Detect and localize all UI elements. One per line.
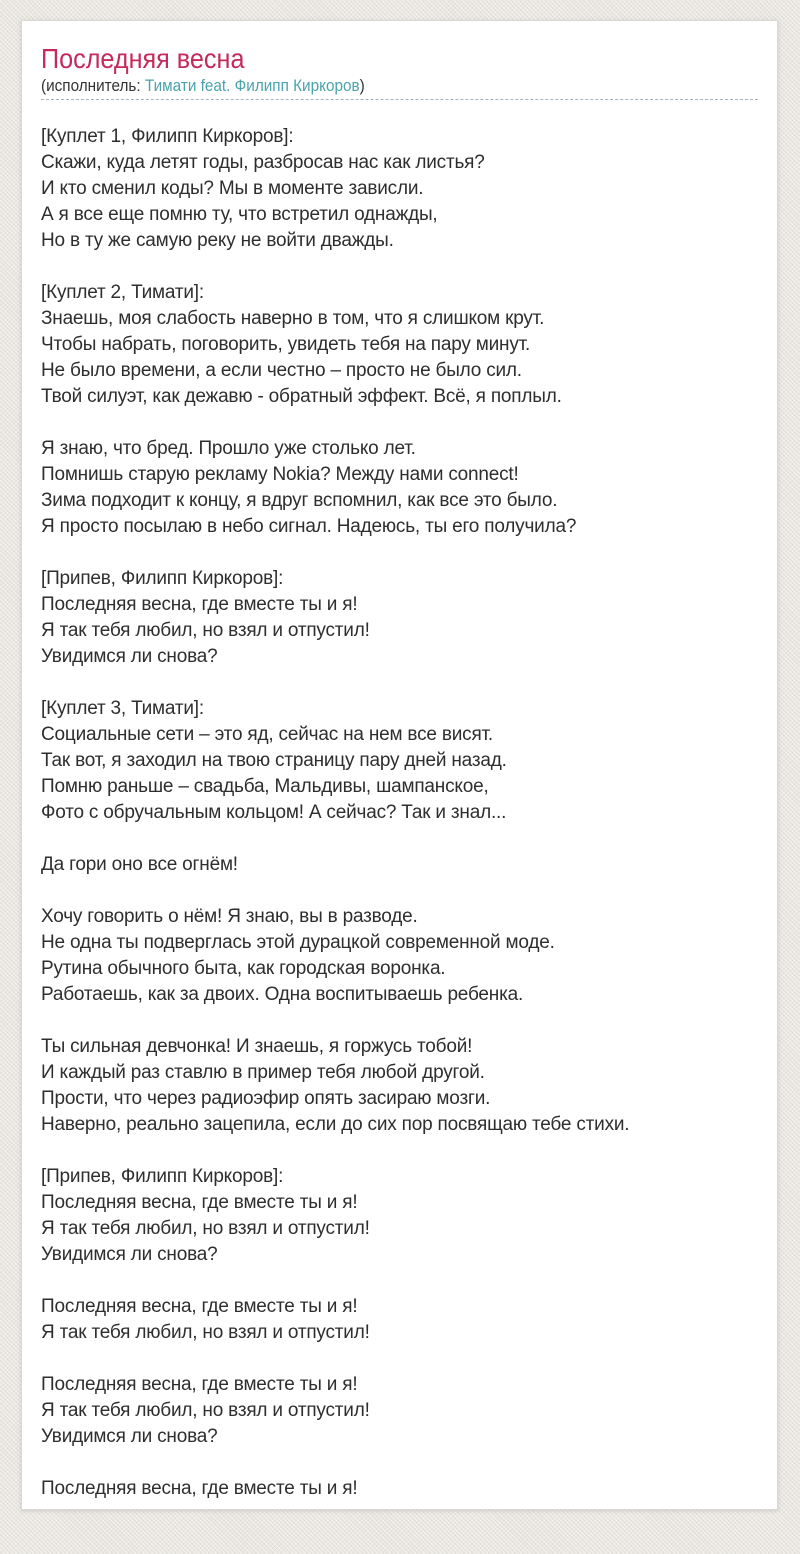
lyrics-stanza <box>41 1476 758 1502</box>
lyrics-stanza <box>41 1372 758 1450</box>
lyrics-body <box>41 124 758 1502</box>
lyric-line: Помню раньше – свадьба, Мальдивы, шампанское, <box>41 776 489 797</box>
lyric-line: Зима подходит к концу, я вдруг вспомнил, как все это было. <box>41 490 558 511</box>
lyric-line: Я так тебя любил, но взял и отпустил! <box>41 1218 370 1239</box>
lyric-line: Но в ту же самую реку не войти дважды. <box>41 230 394 251</box>
lyrics-stanza <box>41 1164 758 1268</box>
lyric-line: Последняя весна, где вместе ты и я! <box>41 1374 358 1395</box>
lyric-line: Я просто посылаю в небо сигнал. Надеюсь, ты его получила? <box>41 516 577 537</box>
artist-link[interactable]: Тимати feat. Филипп Киркоров <box>144 76 360 95</box>
artist-label-prefix: (исполнитель: <box>41 76 145 95</box>
lyric-line: Чтобы набрать, поговорить, увидеть тебя на пару минут. <box>41 334 531 355</box>
lyric-line: Последняя весна, где вместе ты и я! <box>41 594 358 615</box>
lyric-line: Я знаю, что бред. Прошло уже столько лет. <box>41 438 416 459</box>
lyrics-card <box>21 20 778 1510</box>
lyric-line: Последняя весна, где вместе ты и я! <box>41 1478 358 1499</box>
lyric-line: Увидимся ли снова? <box>41 1426 218 1447</box>
section-heading: [Припев, Филипп Киркоров]: <box>41 568 284 589</box>
section-heading: [Куплет 1, Филипп Киркоров]: <box>41 126 294 147</box>
lyric-line: Я так тебя любил, но взял и отпустил! <box>41 1400 370 1421</box>
lyrics-stanza <box>41 904 758 1008</box>
lyrics-stanza <box>41 852 758 878</box>
lyric-line: А я все еще помню ту, что встретил однажды, <box>41 204 438 225</box>
lyric-line: Знаешь, моя слабость наверно в том, что я слишком крут. <box>41 308 545 329</box>
section-heading: [Куплет 2, Тимати]: <box>41 282 204 303</box>
lyric-line: Хочу говорить о нём! Я знаю, вы в разводе. <box>41 906 418 927</box>
lyric-line: Фото с обручальным кольцом! А сейчас? Так и знал... <box>41 802 507 823</box>
lyrics-stanza <box>41 436 758 540</box>
lyric-line: Так вот, я заходил на твою страницу пару дней назад. <box>41 750 507 771</box>
page-background <box>0 20 800 1554</box>
lyrics-stanza <box>41 566 758 670</box>
lyric-line: Увидимся ли снова? <box>41 1244 218 1265</box>
lyric-line: Я так тебя любил, но взял и отпустил! <box>41 620 370 641</box>
artist-line <box>41 76 686 96</box>
lyrics-stanza <box>41 1034 758 1138</box>
lyric-line: Прости, что через радиоэфир опять засираю мозги. <box>41 1088 491 1109</box>
lyric-line: Рутина обычного быта, как городская воронка. <box>41 958 446 979</box>
lyric-line: И каждый раз ставлю в пример тебя любой другой. <box>41 1062 485 1083</box>
lyric-line: Я так тебя любил, но взял и отпустил! <box>41 1322 370 1343</box>
lyric-line: Ты сильная девчонка! И знаешь, я горжусь тобой! <box>41 1036 473 1057</box>
artist-label-suffix: ) <box>359 76 365 95</box>
lyric-line: Помнишь старую рекламу Nokia? Между нами connect! <box>41 464 519 485</box>
section-heading: [Припев, Филипп Киркоров]: <box>41 1166 284 1187</box>
lyrics-stanza <box>41 696 758 826</box>
lyric-line: Скажи, куда летят годы, разбросав нас как листья? <box>41 152 485 173</box>
page-title: Последняя весна <box>41 43 245 74</box>
lyric-line: Да гори оно все огнём! <box>41 854 238 875</box>
lyric-line: Наверно, реально зацепила, если до сих пор посвящаю тебе стихи. <box>41 1114 630 1135</box>
lyrics-stanza <box>41 124 758 254</box>
section-heading: [Куплет 3, Тимати]: <box>41 698 204 719</box>
lyric-line: Твой силуэт, как дежавю - обратный эффект. Всё, я поплыл. <box>41 386 562 407</box>
lyric-line: Не было времени, а если честно – просто не было сил. <box>41 360 522 381</box>
song-header <box>41 45 758 100</box>
lyric-line: Не одна ты подверглась этой дурацкой современной моде. <box>41 932 555 953</box>
lyric-line: Последняя весна, где вместе ты и я! <box>41 1296 358 1317</box>
lyric-line: И кто сменил коды? Мы в моменте зависли. <box>41 178 424 199</box>
lyric-line: Работаешь, как за двоих. Одна воспитываешь ребенка. <box>41 984 524 1005</box>
lyric-line: Увидимся ли снова? <box>41 646 218 667</box>
lyrics-stanza <box>41 280 758 410</box>
lyrics-stanza <box>41 1294 758 1346</box>
lyric-line: Последняя весна, где вместе ты и я! <box>41 1192 358 1213</box>
lyric-line: Социальные сети – это яд, сейчас на нем все висят. <box>41 724 494 745</box>
